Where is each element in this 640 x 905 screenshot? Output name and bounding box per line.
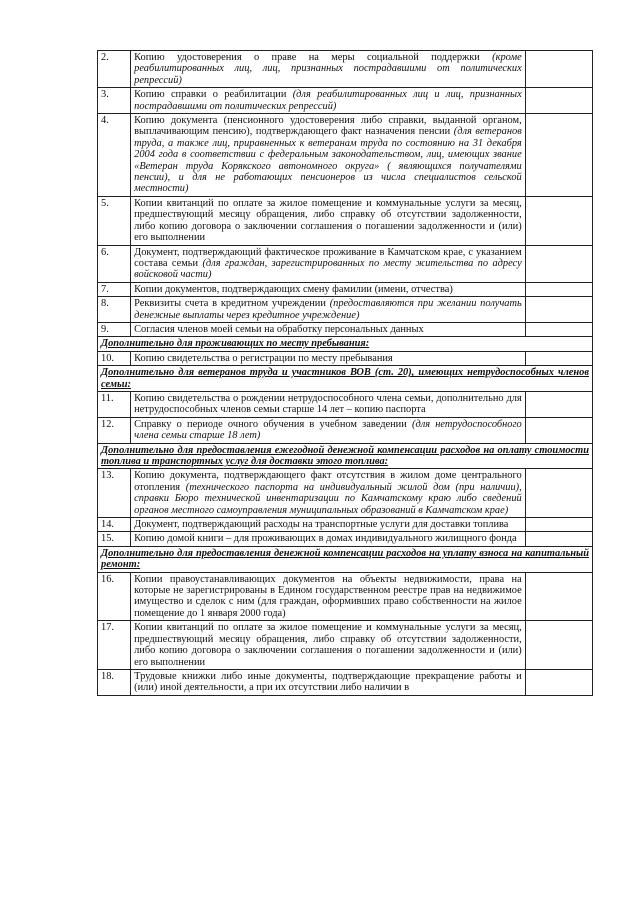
table-row (98, 282, 593, 296)
row-number: 15. (98, 532, 131, 546)
check-cell[interactable] (525, 51, 592, 88)
row-number: 7. (98, 282, 131, 296)
document-text: Справку о периоде очного обучения в учебном заведении (134, 418, 412, 430)
document-text: Копии квитанций по оплате за жилое помещение и коммунальные услуги за месяц, предшествующий месяцу обращения, либо справку об отсутствии задолженности, либо копию договора о заключении соглашения о погашении задолженности и (или) его выполнении (134, 622, 522, 668)
check-cell[interactable] (525, 322, 592, 336)
check-cell[interactable] (525, 88, 592, 114)
section-header: Дополнительно для предоставления денежной компенсации расходов на уплату взноса на капитальный ремонт: (98, 546, 593, 572)
documents-table (97, 50, 593, 696)
row-number: 8. (98, 297, 131, 323)
check-cell[interactable] (525, 572, 592, 621)
document-description (131, 51, 526, 88)
document-text: Копию домой книги – для проживающих в домах индивидуального жилищного фонда (134, 533, 517, 545)
document-note: (для ветеранов труда, а также лиц, приравненных к ветеранам труда по состоянию на 31 декабря 2004 года в соответствии с федеральным законодательством, лиц, имеющих звание «Ветеран труда Корякского автономного округа» ( являющихся получателями пенсии), и для не работающих пенсионеров из числа специалистов сельской местности) (134, 126, 522, 195)
section-header: Дополнительно для предоставления ежегодной денежной компенсации расходов на оплату стоимости топлива и транспортных услуг для доставки этого топлива: (98, 443, 593, 469)
document-text: Копии правоустанавливающих документов на объекты недвижимости, права на которые не зарегистрированы в Едином государственном реестре прав на недвижимое имущество и сделок с ним (для граждан, оформивших право собственности на жилое помещение до 1 января 2000 года) (134, 573, 522, 619)
check-cell[interactable] (525, 417, 592, 443)
row-number: 10. (98, 351, 131, 365)
document-description (131, 297, 526, 323)
check-cell[interactable] (525, 621, 592, 670)
section-header-row (98, 366, 593, 392)
check-cell[interactable] (525, 669, 592, 695)
document-description (131, 282, 526, 296)
document-description (131, 196, 526, 245)
document-note: (для граждан, зарегистрированных по месту жительства по адресу войсковой части) (134, 257, 522, 281)
document-description (131, 469, 526, 518)
row-number: 13. (98, 469, 131, 518)
document-text: Документ, подтверждающий расходы на транспортные услуги для доставки топлива (134, 519, 509, 531)
row-number: 17. (98, 621, 131, 670)
document-description (131, 621, 526, 670)
document-note: (кроме реабилитированных лиц, лиц, признанных пострадавшими от политических репрессий) (134, 52, 522, 86)
document-description (131, 351, 526, 365)
document-description (131, 245, 526, 282)
document-text: Копию удостоверения о праве на меры социальной поддержки (134, 52, 493, 63)
document-page (97, 50, 593, 696)
row-number: 11. (98, 391, 131, 417)
section-header-row (98, 546, 593, 572)
table-row (98, 532, 593, 546)
table-row (98, 88, 593, 114)
table-row (98, 391, 593, 417)
row-number: 12. (98, 417, 131, 443)
table-row (98, 572, 593, 621)
section-header: Дополнительно для проживающих по месту пребывания: (98, 337, 593, 351)
table-row (98, 114, 593, 197)
check-cell[interactable] (525, 196, 592, 245)
table-row (98, 51, 593, 88)
section-header-row (98, 443, 593, 469)
row-number: 9. (98, 322, 131, 336)
section-header-row (98, 337, 593, 351)
document-text: Реквизиты счета в кредитном учреждении (134, 298, 330, 310)
check-cell[interactable] (525, 518, 592, 532)
document-description (131, 518, 526, 532)
check-cell[interactable] (525, 114, 592, 197)
row-number: 16. (98, 572, 131, 621)
row-number: 2. (98, 51, 131, 88)
table-row (98, 245, 593, 282)
document-note: (для нетрудоспособного члена семьи старше 18 лет) (134, 418, 522, 442)
row-number: 4. (98, 114, 131, 197)
document-description (131, 669, 526, 695)
document-text: Трудовые книжки либо иные документы, подтверждающие прекращение работы и (или) иной деятельности, а при их отсутствии либо наличии в (134, 670, 522, 694)
document-description (131, 417, 526, 443)
row-number: 5. (98, 196, 131, 245)
document-text: Копию свидетельства о регистрации по месту пребывания (134, 352, 393, 364)
document-text: Копии документов, подтверждающих смену фамилии (имени, отчества) (134, 283, 453, 295)
documents-table-body (98, 51, 593, 696)
table-row (98, 518, 593, 532)
document-note: (предоставляются при желании получать денежные выплаты через кредитное учреждение) (134, 298, 522, 321)
table-row (98, 417, 593, 443)
document-description (131, 391, 526, 417)
document-note: (технического паспорта на индивидуальный жилой дом (при наличии), справки Бюро технической инвентаризации по Камчатскому краю либо сведений органов местного самоуправления муниципальных образований в Камчатском крае) (134, 481, 522, 516)
document-description (131, 572, 526, 621)
table-row (98, 469, 593, 518)
row-number: 18. (98, 669, 131, 695)
row-number: 14. (98, 518, 131, 532)
check-cell[interactable] (525, 351, 592, 365)
document-description (131, 322, 526, 336)
document-text: Копию свидетельства о рождении нетрудоспособного члена семьи, дополнительно для нетрудоспособных членов семьи старше 14 лет – копию паспорта (134, 392, 522, 416)
table-row (98, 351, 593, 365)
document-text: Согласия членов моей семьи на обработку персональных данных (134, 323, 424, 335)
row-number: 3. (98, 88, 131, 114)
document-note: (для реабилитированных лиц и лиц, признанных пострадавшими от политических репрессий) (134, 89, 522, 112)
document-description (131, 88, 526, 114)
check-cell[interactable] (525, 282, 592, 296)
check-cell[interactable] (525, 245, 592, 282)
document-description (131, 532, 526, 546)
table-row (98, 297, 593, 323)
document-text: Копию документа (пенсионного удостоверения либо справки, выданной органом, выплачивающим пенсию), подтверждающего факт назначения пенсии (134, 115, 522, 138)
document-description (131, 114, 526, 197)
table-row (98, 196, 593, 245)
row-number: 6. (98, 245, 131, 282)
document-text: Копии квитанций по оплате за жилое помещение и коммунальные услуги за месяц, предшествующий месяцу обращения, либо справку об отсутствии задолженности, либо копию договора о заключении соглашения о погашении задолженности и (или) его выполнении (134, 197, 522, 244)
table-row (98, 669, 593, 695)
check-cell[interactable] (525, 469, 592, 518)
document-text: Документ, подтверждающий фактическое проживание в Камчатском крае, с указанием состава семьи (134, 246, 522, 269)
section-header: Дополнительно для ветеранов труда и участников ВОВ (ст. 20), имеющих нетрудоспособных членов семьи: (98, 366, 593, 392)
table-row (98, 621, 593, 670)
check-cell[interactable] (525, 532, 592, 546)
document-text: Копию документа, подтверждающего факт отсутствия в жилом доме центрального отопления (134, 470, 522, 493)
document-text: Копию справки о реабилитации (134, 89, 293, 101)
check-cell[interactable] (525, 391, 592, 417)
table-row (98, 322, 593, 336)
check-cell[interactable] (525, 297, 592, 323)
